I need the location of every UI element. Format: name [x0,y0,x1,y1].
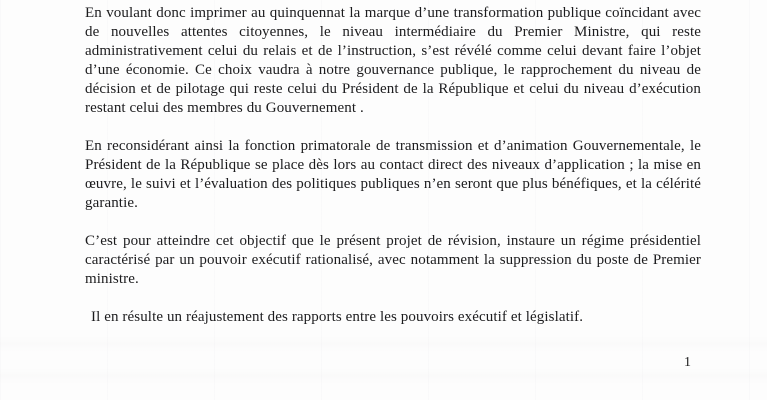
page-number: 1 [684,355,691,370]
body-paragraph-2: En reconsidérant ainsi la fonction primatorale de transmission et d’animation Gouvernementale, le Président de la République se place dès lors au contact direct des niveaux d’application ; la mise en œuvre, le suivi et l’évaluation des politiques publiques n’en seront que plus bénéfiques, et la célérité garantie. [85,138,701,211]
body-paragraph-4: Il en résulte un réajustement des rapports entre les pouvoirs exécutif et législatif. [91,309,584,325]
body-paragraph-1: En voulant donc imprimer au quinquennat la marque d’une transformation publique coïncidant avec de nouvelles attentes citoyennes, le niveau intermédiaire du Premier Ministre, qui reste administrativement celui du relais et de l’instruction, s’est révélé comme celui devant faire l’objet d’une économie. Ce choix vaudra à notre gouvernance publique, le rapprochement du niveau de décision et de pilotage qui reste celui du Président de la République et celui du niveau d’exécution restant celui des membres du Gouvernement . [85,5,701,116]
document-body [85,4,701,346]
body-paragraph-3: C’est pour atteindre cet objectif que le présent projet de révision, instaure un régime présidentiel caractérisé par un pouvoir exécutif rationalisé, avec notamment la suppression du poste de Premier ministre. [85,233,701,287]
